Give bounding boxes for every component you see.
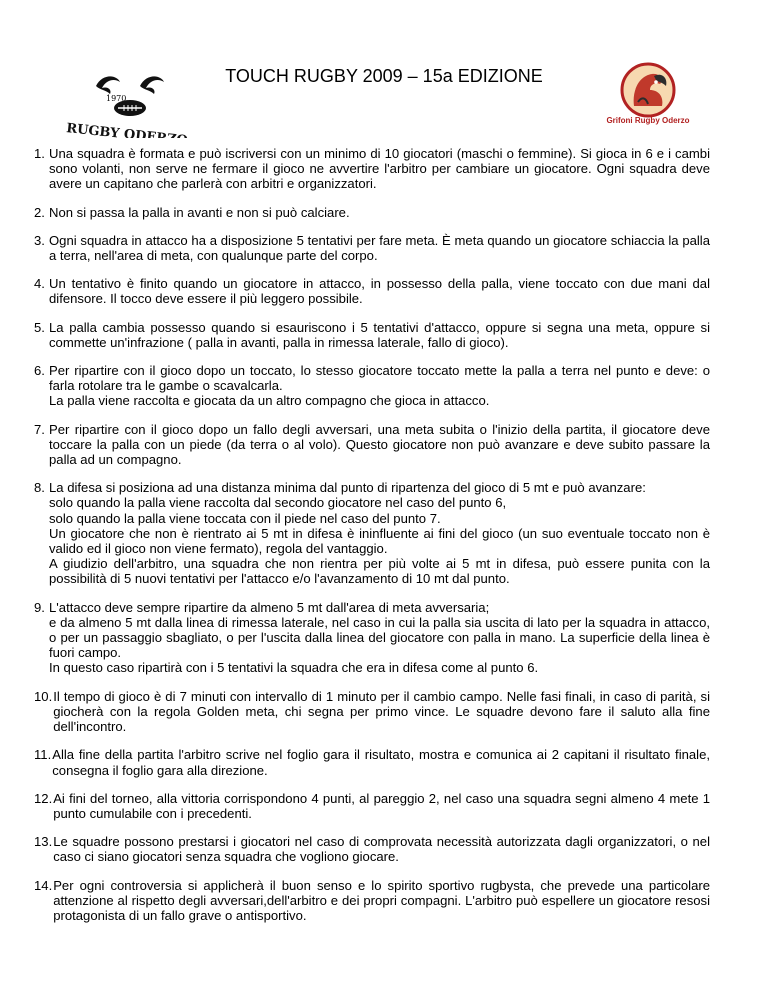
rule-item <box>34 791 710 821</box>
rule-text-line: solo quando la palla viene toccata con il piede nel caso del punto 7. <box>49 510 441 526</box>
rule-text-line: Non si passa la palla in avanti e non si può calciare. <box>49 204 350 220</box>
rule-text-line: Il tempo di gioco è di 7 minuti con intervallo di 1 minuto per il cambio campo. Nelle fasi finali, in caso di parità, si giocherà con la regola Golden meta, chi segna per primo vince. Le squadre devono fare il saluto alla fine dell'incontro. <box>53 688 710 735</box>
rule-number: 1. <box>34 146 45 161</box>
rule-item <box>34 480 710 586</box>
rule-item <box>34 320 710 350</box>
rule-number: 7. <box>34 421 45 437</box>
rule-number: 5. <box>34 319 45 335</box>
rule-text <box>48 320 710 350</box>
rule-text-line: Ogni squadra in attacco ha a disposizione 5 tentativi per fare meta. È meta quando un giocatore schiaccia la palla a terra, nell'area di meta, con qualunque parte del corpo. <box>49 232 710 264</box>
rule-text-line: L'attacco deve sempre ripartire da almeno 5 mt dall'area di meta avversaria; <box>49 599 490 615</box>
rule-text <box>48 422 710 468</box>
rule-text-line: Le squadre possono prestarsi i giocatori nel caso di comprovata necessità autorizzata dagli organizzatori, o nel caso ci siano giocatori senza squadra che vogliono giocare. <box>53 834 710 865</box>
rule-item <box>34 233 710 263</box>
rule-text-line: La palla viene raccolta e giocata da un altro compagno che gioca in attacco. <box>49 393 490 409</box>
rule-text-line: La difesa si posiziona ad una distanza minima dal punto di ripartenza del gioco di 5 mt e può avanzare: <box>49 480 646 496</box>
logo-right-name: Grifoni Rugby Oderzo <box>606 116 690 125</box>
griffin-emblem-icon <box>598 62 698 118</box>
rule-text-line: Un giocatore che non è rientrato ai 5 mt in difesa è ininfluente ai fini del gioco (un suo eventuale toccato non è valido ed il gioco non viene fermato), regola del vantaggio. <box>49 525 710 557</box>
rule-number: 2. <box>34 204 45 220</box>
rule-item <box>34 422 710 468</box>
rule-item <box>34 834 710 864</box>
rule-text <box>48 233 710 263</box>
rule-item <box>34 600 710 676</box>
page-title: TOUCH RUGBY 2009 – 15a EDIZIONE <box>225 66 543 86</box>
rule-number: 14. <box>34 877 53 893</box>
rule-number: 13. <box>34 834 53 850</box>
rule-text <box>52 689 710 735</box>
rule-text <box>48 600 710 676</box>
grifoni-logo <box>598 62 698 138</box>
rule-number: 9. <box>34 599 45 615</box>
rule-item <box>34 878 710 924</box>
rule-item <box>34 363 710 409</box>
rule-text-line: Per ripartire con il gioco dopo un toccato, lo stesso giocatore toccato mette la palla a terra nel punto e deve: o farla rotolare tra le gambe o scavalcarla. <box>49 363 710 394</box>
rule-text-line: solo quando la palla viene raccolta dal secondo giocatore nel caso del punto 6, <box>49 495 507 511</box>
rule-text-line: Una squadra è formata e può iscriversi con un minimo di 10 giocatori (maschi o femmine). Si gioca in 6 e i cambi sono volanti, non serve ne fermare il gioco ne avvertire l'arbitro per cambiare un giocatore. Ogni squadra deve avere un capitano che parlerà con arbitri e organizzatori. <box>49 146 710 192</box>
rule-item <box>34 276 710 306</box>
rule-text-line: La palla cambia possesso quando si esauriscono i 5 tentativi d'attacco, oppure si segna una meta, oppure si commette un'infrazione ( palla in avanti, palla in rimessa laterale, fallo di gioco). <box>49 319 710 350</box>
rule-text <box>51 747 710 777</box>
rule-text-line: Alla fine della partita l'arbitro scrive nel foglio gara il risultato, mostra e comunica ai 2 capitani il risultato finale, consegna il foglio gara alla direzione. <box>52 747 710 778</box>
rule-text <box>48 363 710 409</box>
rule-text-line: A giudizio dell'arbitro, una squadra che non rientra per più volte ai 5 mt in difesa, può essere punita con la possibilità di 5 nuovi tentativi per l'attacco e/o l'avanzamento di 10 mt dal punto. <box>49 556 710 587</box>
rule-number: 12. <box>34 790 53 806</box>
rule-text-line: Per ogni controversia si applicherà il buon senso e lo spirito sportivo rugbysta, che prevede una particolare attenzione al rispetto degli avversari,dell'arbitro e dei propri compagni. L'arbitro può espellere un giocatore resosi protagonista di un fallo grave o antisportivo. <box>53 877 710 923</box>
rule-number: 10. <box>34 688 53 704</box>
rule-number: 3. <box>34 232 45 248</box>
rule-text <box>52 834 710 864</box>
rule-item <box>34 689 710 735</box>
logo-left-year: 1970 <box>106 94 127 103</box>
rule-number: 11. <box>34 747 52 763</box>
rule-text <box>48 146 710 192</box>
rule-text <box>48 480 710 586</box>
rule-number: 4. <box>34 276 45 292</box>
rule-text-line: e da almeno 5 mt dalla linea di rimessa laterale, nel caso in cui la palla sia uscita di lato per la squadra in attacco, o per un passaggio sbagliato, o per l'uscita dalla linea del giocatore con palla in mano. La superficie della linea è fuori campo. <box>49 614 710 661</box>
rule-text <box>52 878 710 924</box>
rule-item <box>34 146 710 192</box>
rule-text-line: In questo caso ripartirà con i 5 tentativi la squadra che era in difesa come al punto 6. <box>49 660 539 676</box>
rule-text <box>48 276 710 306</box>
rule-text <box>52 791 710 821</box>
rule-item <box>34 205 710 220</box>
rules-list <box>34 146 710 936</box>
rule-text-line: Ai fini del torneo, alla vittoria corrispondono 4 punti, al pareggio 2, nel caso una squadra segni almeno 4 mete 1 punto cumulabile con i precedenti. <box>53 790 710 821</box>
rule-text-line: Un tentativo è finito quando un giocatore in attacco, in possesso della palla, viene toccato con due mani dal difensore. Il tocco deve essere il più leggero possibile. <box>49 276 710 307</box>
rule-number: 6. <box>34 363 45 379</box>
logo-left-name: RUGBY ODERZO <box>65 121 189 138</box>
rule-number: 8. <box>34 480 45 496</box>
rule-text <box>48 205 710 220</box>
rule-item <box>34 747 710 777</box>
rule-text-line: Per ripartire con il gioco dopo un fallo degli avversari, una meta subita o l'inizio della partita, il giocatore deve toccare la palla con un piede (da terra o al volo). Questo giocatore non può avanzare e deve subito passare la palla ad un compagno. <box>49 421 710 468</box>
